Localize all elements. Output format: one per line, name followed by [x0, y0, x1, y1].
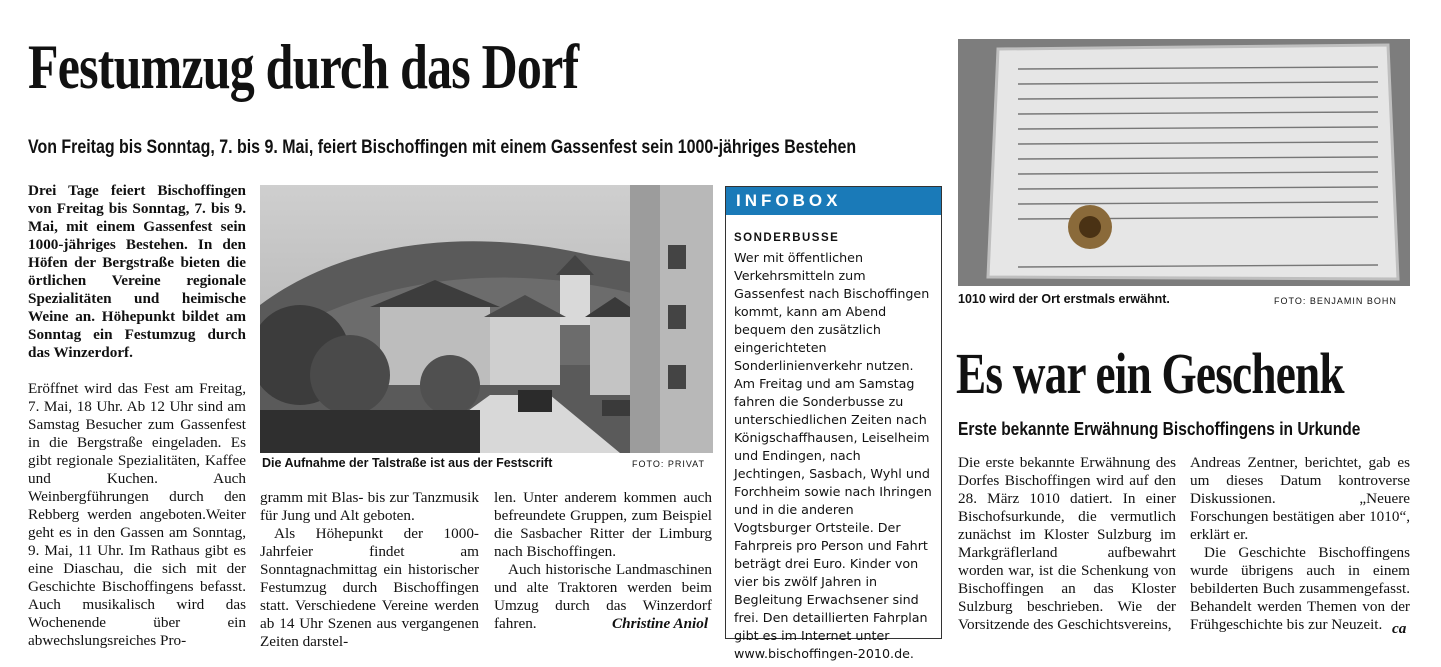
body-paragraph: Auch historische Landmaschinen und alte Traktoren werden beim Umzug durch das Winzerdorf fahren. [494, 561, 712, 632]
lead-paragraph: Drei Tage feiert Bischoffingen von Freitag bis Sonntag, 7. bis 9. Mai, mit einem Gassenfest sein 1000-jähriges Bestehen. In den Höfen der Bergstraße bieten die örtlichen Vereine regionale Spezialitäten und heimische Weine an. Höhepunkt bildet am Sonntag ein Festumzug durch das Winzerdorf. [28, 182, 246, 361]
article2-subhead: Erste bekannte Erwähnung Bischoffingens in Urkunde [958, 418, 1361, 439]
talstrasse-photo [260, 185, 713, 453]
body-paragraph: Eröffnet wird das Fest am Freitag, 7. Mai, 18 Uhr. Ab 12 Uhr sind am Samstag Besucher zum Gassenfest in die Bergstraße eingeladen. Es gibt regionale Spezialitäten, Kaffee und Kuchen. Auch Weinbergführungen durch den Rebberg werden angeboten.Weiter geht es in den Gassen am Sonntag, 9. Mai, 11 Uhr. Im Rathaus gibt es eine Diaschau, die sich mit der Geschichte Bischoffingens befasst. Auch musikalisch wird das Wochenende über ein abwechslungsreiches Pro- [28, 380, 246, 649]
urkunde-credit: FOTO: BENJAMIN BOHN [1274, 296, 1397, 306]
document-image [958, 39, 1410, 286]
article2-column2 [1190, 454, 1410, 634]
body-paragraph: Als Höhepunkt der 1000-Jahrfeier findet am Sonntagnachmittag ein historischer Festumzug durch Bischoffingen statt. Verschiedene Vereine werden ab 14 Uhr Szenen aus vergangenen Zeiten darstel- [260, 525, 479, 650]
article1-column3 [494, 489, 712, 633]
urkunde-caption: 1010 wird der Ort erstmals erwähnt. [958, 292, 1170, 306]
body-paragraph: Die erste bekannte Erwähnung des Dorfes Bischoffingen wird auf den 28. März 1010 datiert. In einer Bischofsurkunde, die vermutlich zunächst im Kloster Sulzburg im Markgräflerland aufbewahrt worden war, ist die Schenkung von Bischoffingen an das Kloster Sulzburg beschrieben. Wie der Vorsitzende des Geschichtsvereins, [958, 454, 1176, 633]
article1-subhead: Von Freitag bis Sonntag, 7. bis 9. Mai, feiert Bischoffingen mit einem Gassenfest sein 1000-jähriges Bestehen [28, 137, 857, 158]
article1-headline: Festumzug durch das Dorf [28, 31, 579, 102]
article1-author: Christine Aniol [612, 615, 709, 632]
infobox [725, 186, 942, 661]
talstrasse-caption: Die Aufnahme der Talstraße ist aus der Festscrift [262, 456, 553, 470]
infobox-text: Wer mit öffentlichen Verkehrsmitteln zum Gassenfest nach Bischoffingen kommt, kann am Abend bequem den zusätzlich eingerichteten Sonderlinienverkehr nutzen. Am Freitag und am Samstag fahren die Sonderbusse zu unterschiedlichen Zeiten nach Königschaffhausen, Leiselheim und Endingen, nach Jechtingen, Sasbach, Wyhl und Forchheim sowie nach Ihringen und in die anderen Vogtsburger Ortsteile. Der Fahrpreis pro Person und Fahrt beträgt drei Euro. Kinder von vier bis zwölf Jahren in Begleitung Erwachsener sind frei. Den detaillierten Fahrplan gibt es im Internet unter www.bischoffingen-2010.de. [734, 250, 932, 661]
body-paragraph: Andreas Zentner, berichtet, gab es um dieses Datum kontroverse Diskussionen. „Neuere Forschungen bestätigen aber 1010“, erklärt er. [1190, 454, 1410, 543]
article2-author: ca [1392, 620, 1407, 637]
talstrasse-credit: FOTO: PRIVAT [632, 459, 706, 469]
infobox-header [726, 187, 941, 215]
urkunde-photo [958, 39, 1410, 286]
article2-column1 [958, 454, 1176, 634]
article1-column2 [260, 489, 479, 651]
body-paragraph: len. Unter anderem kommen auch befreundete Gruppen, zum Beispiel die Sasbacher Ritter der Limburg nach Bischoffingen. [494, 489, 712, 560]
infobox-title: INFOBOX [736, 191, 842, 210]
article1-column1 [28, 380, 246, 650]
body-paragraph: gramm mit Blas- bis zur Tanzmusik für Jung und Alt geboten. [260, 489, 479, 524]
article1-lead [28, 182, 246, 362]
body-paragraph: Die Geschichte Bischoffingens wurde übrigens auch in einem bebilderten Buch zusammengefasst. Behandelt werden Themen von der Frühgeschichte bis zur Neuzeit. [1190, 544, 1410, 633]
article2-headline: Es war ein Geschenk [956, 341, 1344, 406]
infobox-section-title: SONDERBUSSE [734, 232, 840, 244]
village-street-image [260, 185, 713, 453]
